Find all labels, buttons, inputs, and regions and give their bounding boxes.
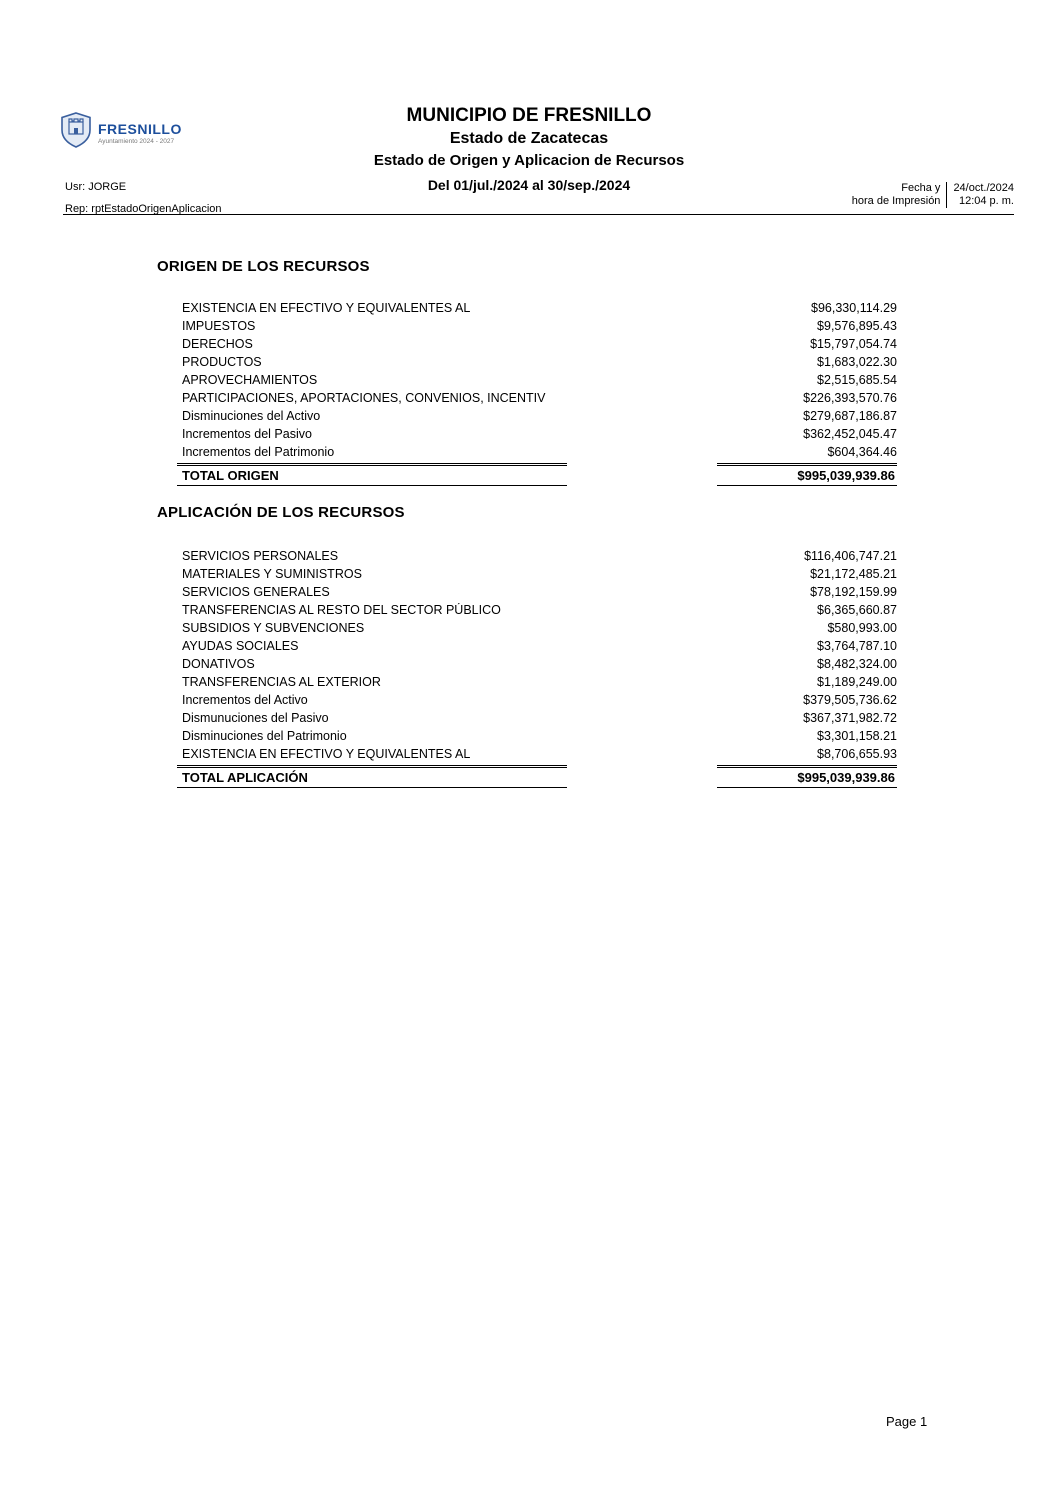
report-row <box>157 673 897 691</box>
report-row <box>157 371 897 389</box>
report-row <box>157 655 897 673</box>
print-values <box>946 182 1014 208</box>
report-subtitle: Estado de Origen y Aplicacion de Recursos <box>373 152 685 169</box>
row-label: PARTICIPACIONES, APORTACIONES, CONVENIOS, INCENTIV <box>182 391 546 405</box>
row-amount: $379,505,736.62 <box>803 693 897 707</box>
row-amount: $604,364.46 <box>827 445 897 459</box>
application-total-row <box>177 765 897 788</box>
row-amount: $8,706,655.93 <box>817 747 897 761</box>
row-amount: $1,189,249.00 <box>817 675 897 689</box>
row-label: Disminuciones del Activo <box>182 409 321 423</box>
row-label: TRANSFERENCIAS AL RESTO DEL SECTOR PÚBLICO <box>182 603 501 617</box>
row-label: APROVECHAMIENTOS <box>182 373 318 387</box>
row-label: Incrementos del Activo <box>182 693 308 707</box>
origin-rows <box>157 299 897 461</box>
row-label: Incrementos del Patrimonio <box>182 445 335 459</box>
application-heading: APLICACIÓN DE LOS RECURSOS <box>157 504 405 521</box>
time-value: 12:04 p. m. <box>958 195 1014 207</box>
row-amount: $9,576,895.43 <box>817 319 897 333</box>
row-amount: $6,365,660.87 <box>817 603 897 617</box>
time-label: hora de Impresión <box>851 195 941 207</box>
row-amount: $279,687,186.87 <box>803 409 897 423</box>
row-label: PRODUCTOS <box>182 355 262 369</box>
report-row <box>157 317 897 335</box>
row-amount: $78,192,159.99 <box>810 585 897 599</box>
report-row <box>157 745 897 763</box>
row-amount: $2,515,685.54 <box>817 373 897 387</box>
row-amount: $21,172,485.21 <box>810 567 897 581</box>
report-label: Rep: rptEstadoOrigenAplicacion <box>65 203 222 215</box>
report-row <box>157 443 897 461</box>
report-row <box>157 547 897 565</box>
origin-total-label: TOTAL ORIGEN <box>177 463 567 486</box>
user-label: Usr: JORGE <box>65 181 127 193</box>
row-label: Disminuciones del Patrimonio <box>182 729 347 743</box>
report-row <box>157 601 897 619</box>
row-label: Incrementos del Pasivo <box>182 427 312 441</box>
title-block <box>0 105 1058 193</box>
report-row <box>157 691 897 709</box>
row-amount: $362,452,045.47 <box>803 427 897 441</box>
row-amount: $1,683,022.30 <box>817 355 897 369</box>
report-row <box>157 637 897 655</box>
report-row <box>157 353 897 371</box>
row-label: SUBSIDIOS Y SUBVENCIONES <box>182 621 365 635</box>
report-row <box>157 389 897 407</box>
row-amount: $96,330,114.29 <box>811 301 897 315</box>
row-amount: $15,797,054.74 <box>810 337 897 351</box>
application-rows <box>157 547 897 763</box>
report-row <box>157 299 897 317</box>
meta-right <box>852 182 1014 208</box>
row-amount: $3,301,158.21 <box>817 729 897 743</box>
logo-subtitle: Ayuntamiento 2024 - 2027 <box>98 137 175 145</box>
date-label: Fecha y <box>901 182 941 194</box>
date-value: 24/oct./2024 <box>953 182 1014 194</box>
row-label: SERVICIOS GENERALES <box>182 585 330 599</box>
report-row <box>157 407 897 425</box>
row-amount: $3,764,787.10 <box>817 639 897 653</box>
header-divider <box>63 214 1014 215</box>
origin-total-row <box>177 463 897 486</box>
section-application <box>157 504 897 788</box>
application-total-amount: $995,039,939.86 <box>717 765 897 788</box>
row-label: EXISTENCIA EN EFECTIVO Y EQUIVALENTES AL <box>182 301 471 315</box>
row-label: MATERIALES Y SUMINISTROS <box>182 567 362 581</box>
report-period: Del 01/jul./2024 al 30/sep./2024 <box>427 177 631 193</box>
total-gap <box>567 463 717 486</box>
report-row <box>157 583 897 601</box>
row-label: AYUDAS SOCIALES <box>182 639 299 653</box>
row-amount: $8,482,324.00 <box>817 657 897 671</box>
row-amount: $226,393,570.76 <box>803 391 897 405</box>
row-label: SERVICIOS PERSONALES <box>182 549 339 563</box>
total-gap <box>567 765 717 788</box>
row-label: IMPUESTOS <box>182 319 256 333</box>
row-label: DONATIVOS <box>182 657 255 671</box>
print-labels <box>852 182 947 208</box>
origin-heading: ORIGEN DE LOS RECURSOS <box>157 258 370 275</box>
report-row <box>157 335 897 353</box>
report-row <box>157 619 897 637</box>
application-total-label: TOTAL APLICACIÓN <box>177 765 567 788</box>
row-label: DERECHOS <box>182 337 253 351</box>
meta-left <box>65 181 222 215</box>
page-number: Page 1 <box>886 1414 928 1429</box>
section-origin <box>157 258 897 486</box>
report-row <box>157 565 897 583</box>
report-row <box>157 727 897 745</box>
state-subtitle: Estado de Zacatecas <box>449 130 609 147</box>
row-amount: $580,993.00 <box>827 621 897 635</box>
row-label: TRANSFERENCIAS AL EXTERIOR <box>182 675 381 689</box>
row-label: EXISTENCIA EN EFECTIVO Y EQUIVALENTES AL <box>182 747 471 761</box>
report-row <box>157 425 897 443</box>
row-amount: $367,371,982.72 <box>803 711 897 725</box>
page-title: MUNICIPIO DE FRESNILLO <box>406 105 652 126</box>
row-label: Dismunuciones del Pasivo <box>182 711 329 725</box>
logo-name: FRESNILLO <box>98 120 182 137</box>
report-row <box>157 709 897 727</box>
origin-total-amount: $995,039,939.86 <box>717 463 897 486</box>
row-amount: $116,406,747.21 <box>804 549 897 563</box>
